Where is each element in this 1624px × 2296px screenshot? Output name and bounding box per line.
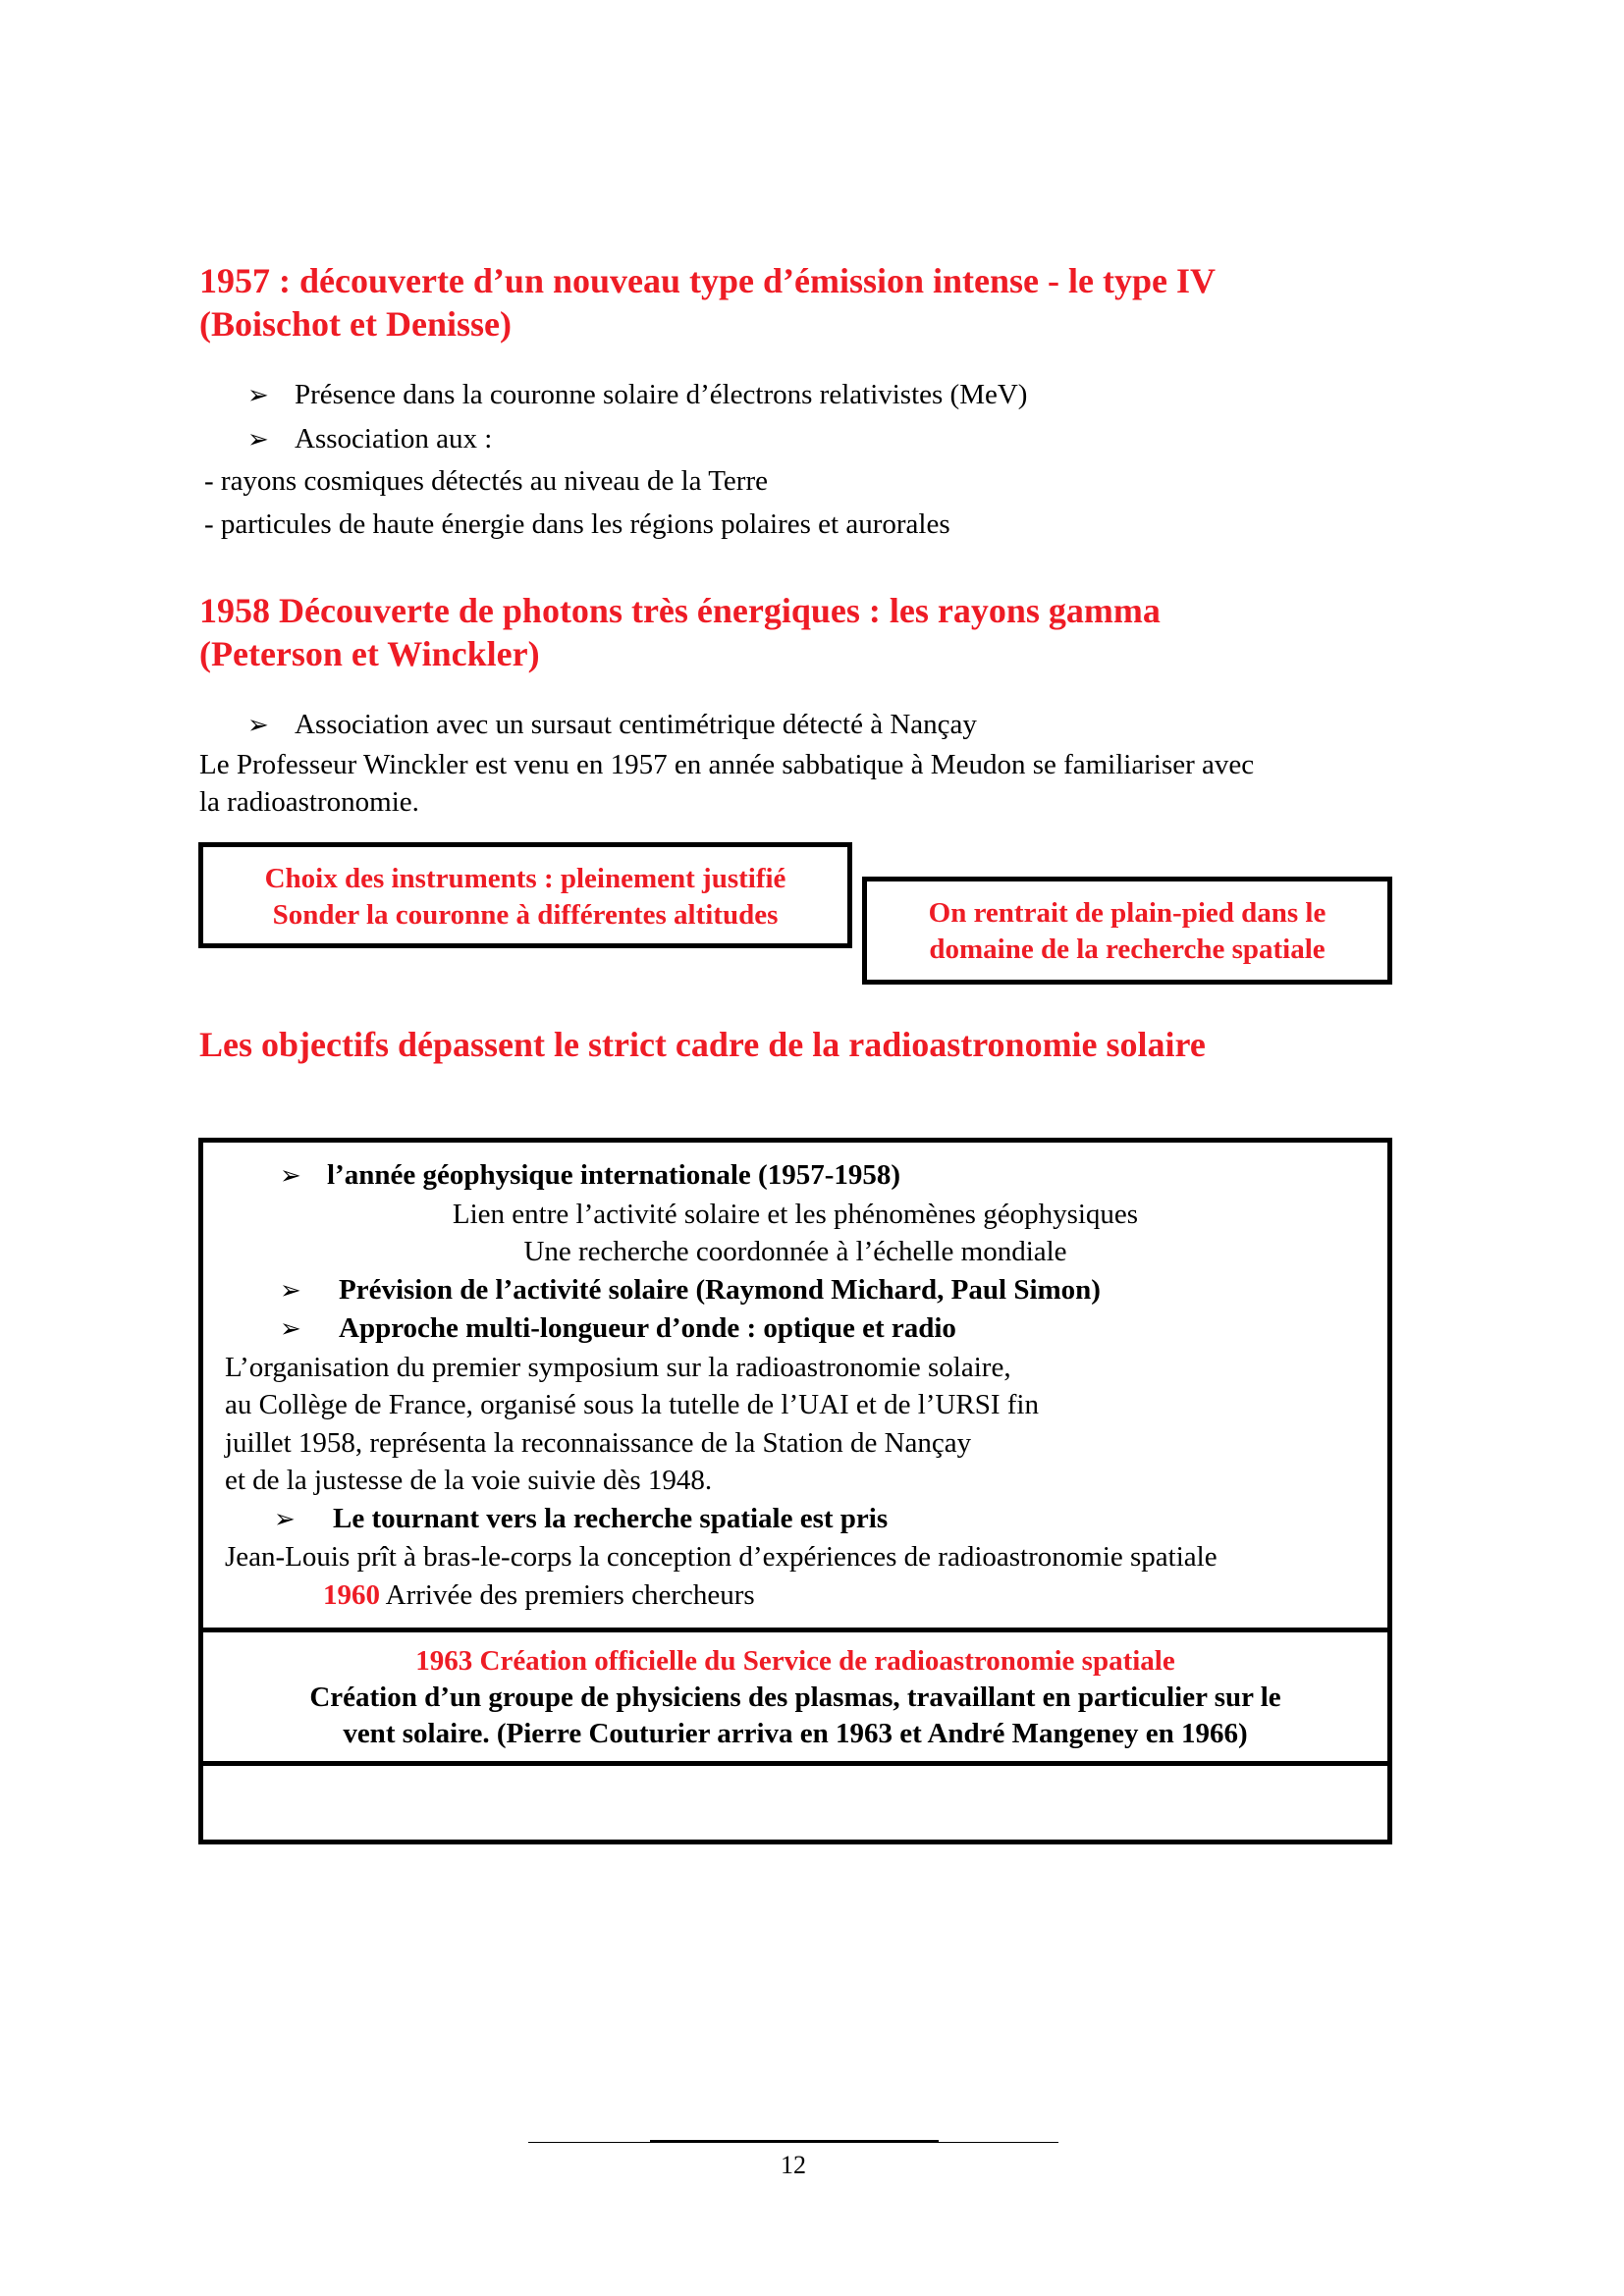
section3-heading: Les objectifs dépassent le strict cadre de la radioastronomie solaire	[199, 1025, 1206, 1064]
section1-dash-2: - particules de haute énergie dans les régions polaires et aurorales	[204, 508, 950, 540]
section1-dash-1: - rayons cosmiques détectés au niveau de la Terre	[204, 465, 768, 497]
objective-solar-activity-forecast: ➢ Prévision de l’activité solaire (Raymond Michard, Paul Simon)	[203, 1271, 1387, 1310]
objective-geophysical-year: ➢ l’année géophysique internationale (1957-1958)	[203, 1156, 1387, 1196]
arrowhead-bullet-icon: ➢	[280, 1161, 301, 1190]
section1-bullet-1: ➢ Présence dans la couronne solaire d’électrons relativistes (MeV)	[247, 373, 1027, 417]
space-research-callout-box: On rentrait de plain-pied dans le domaine de la recherche spatiale	[862, 877, 1392, 985]
objectives-row-2: 1963 Création officielle du Service de radioastronomie spatiale Création d’un groupe de physiciens des plasmas, travaillant en particulier sur le vent solaire. (Pierre Couturier arriva en 1963 et André Mangeney en 1966)	[309, 1645, 1281, 1749]
instruments-callout-box: Choix des instruments : pleinement justifié Sonder la couronne à différentes altitudes	[198, 842, 852, 948]
section1-heading-line1: 1957 : découverte d’un nouveau type d’émission intense - le type IV	[199, 261, 1216, 300]
page-number: 12	[781, 2151, 806, 2179]
arrowhead-bullet-icon: ➢	[280, 1275, 301, 1305]
section1-heading-line2: (Boischot et Denisse)	[199, 304, 512, 344]
section2-heading-line2: (Peterson et Winckler)	[199, 634, 540, 673]
section2-paragraph: Le Professeur Winckler est venu en 1957 en année sabbatique à Meudon se familiariser avec la radioastronomie.	[199, 749, 1255, 818]
symposium-paragraph: L’organisation du premier symposium sur la radioastronomie solaire, au Collège de France, organisé sous la tutelle de l’UAI et de l’URSI fin juillet 1958, représenta la reconnaissance de la Station de Nançay et de la justesse de la voie suivie dès 1948.	[225, 1351, 1039, 1496]
section2-bullet: ➢ Association avec un sursaut centimétrique détecté à Nançay	[247, 703, 977, 747]
section1-heading	[199, 259, 1216, 346]
objectives-box	[198, 1138, 1392, 1844]
box-divider-2	[203, 1761, 1387, 1766]
first-researchers-line: 1960 Arrivée des premiers chercheurs	[323, 1578, 755, 1611]
arrowhead-bullet-icon: ➢	[274, 1504, 296, 1533]
objective-space-research-turn: ➢ Le tournant vers la recherche spatiale est pris	[203, 1500, 1387, 1539]
section1-bullets	[247, 373, 1027, 461]
section1-bullet-2: ➢ Association aux :	[247, 417, 1027, 461]
arrowhead-bullet-icon: ➢	[247, 711, 269, 739]
arrowhead-bullet-icon: ➢	[247, 425, 269, 454]
box-divider-1	[203, 1628, 1387, 1632]
section2-heading	[199, 589, 1161, 675]
section2-heading-line1: 1958 Découverte de photons très énergiques : les rayons gamma	[199, 591, 1161, 630]
objective-multi-wavelength: ➢ Approche multi-longueur d’onde : optique et radio	[203, 1309, 1387, 1349]
arrowhead-bullet-icon: ➢	[247, 381, 269, 409]
arrowhead-bullet-icon: ➢	[280, 1314, 301, 1343]
section1-dash-list	[204, 459, 950, 546]
objectives-row-1: ➢ l’année géophysique internationale (1957-1958) Lien entre l’activité solaire et les phénomènes géophysiques Une recherche coordonnée à l’échelle mondiale ➢ Prévision de l’activité solaire (Raymond Michard, Paul Simon) ➢ Approche multi-longueur d’onde : optique et radio L’organisation du premier symposium sur la radioastronomie solaire, au Collège de France, organisé sous la tutelle de l’UAI et de l’URSI fin juillet 1958, représenta la reconnaissance de la Station de Nançay et de la justesse de la voie suivie dès 1948. ➢ Le tournant vers la recherche spatiale est pris Jean-Louis prît à bras-le-corps la conception d’expériences de radioastronomie spatiale 1960 Arrivée des premiers chercheurs	[203, 1143, 1387, 1633]
footer-rule-thick	[650, 2140, 939, 2143]
